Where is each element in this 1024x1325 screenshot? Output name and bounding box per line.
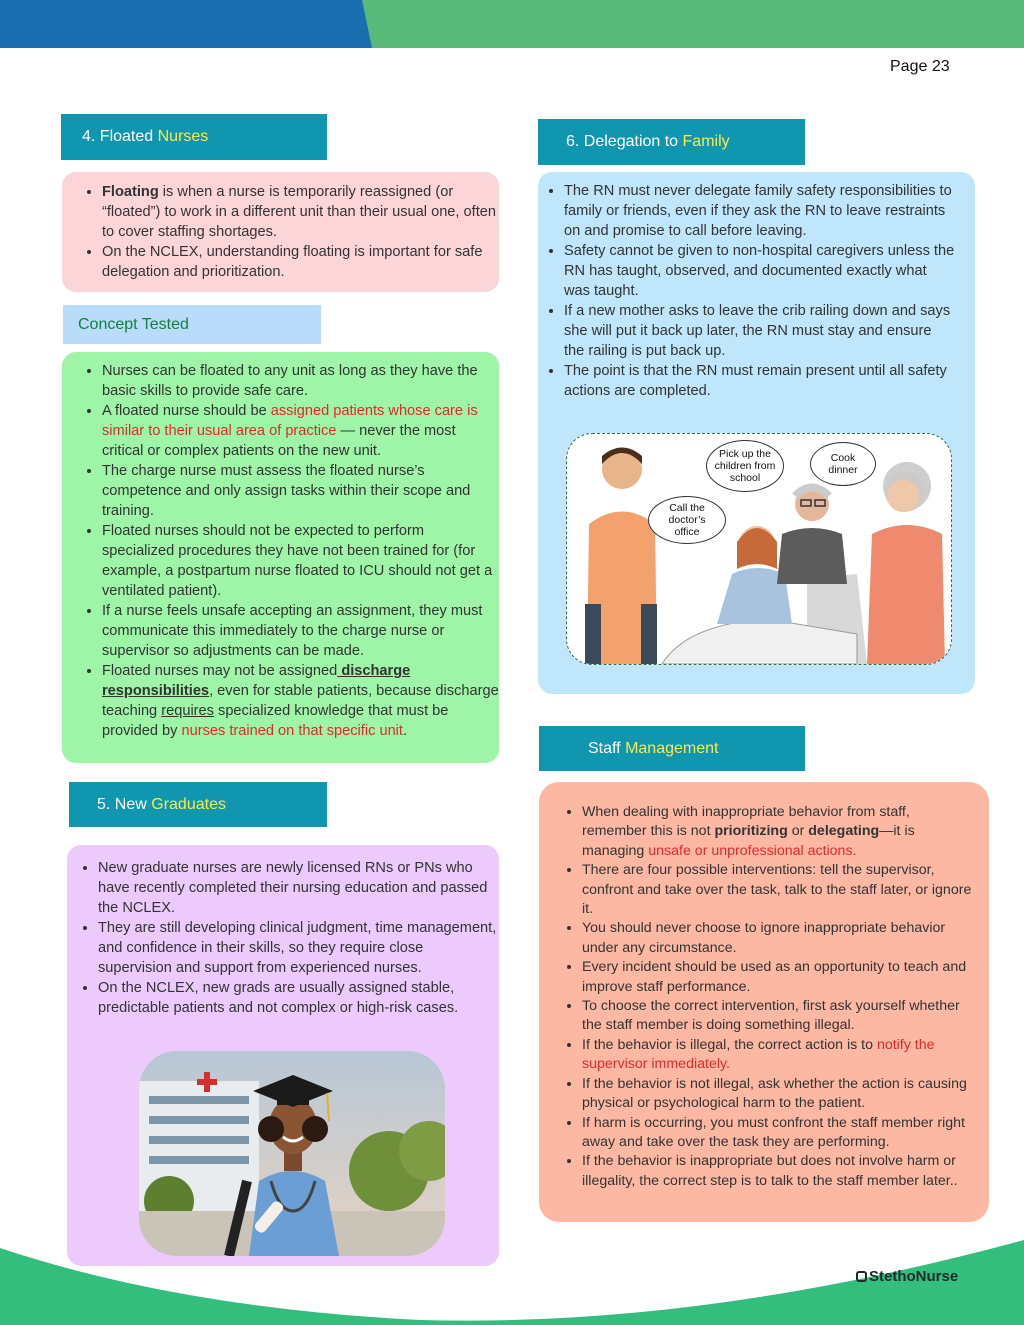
list-item: • When dealing with inappropriate behavior from staff, remember this is not prioritizing or delegating—it is managing unsafe or unprofessional actions.	[582, 803, 975, 861]
list-item: • If the behavior is not illegal, ask whether the action is causing physical or psychological harm to the patient.	[582, 1075, 975, 1114]
list-item: • If a nurse feels unsafe accepting an assignment, they must communicate this immediately to the charge nurse or supervisor so adjustments can be made.	[102, 601, 499, 661]
list-item: • Every incident should be used as an opportunity to teach and improve staff performance.	[582, 958, 975, 997]
speech-bubble: Cook dinner	[810, 442, 876, 486]
family-illustration	[566, 433, 952, 665]
list-item: • You should never choose to ignore inappropriate behavior under any circumstance.	[582, 919, 975, 958]
list-item: • On the NCLEX, understanding floating is important for safe delegation and prioritization.	[102, 242, 499, 282]
list-item: • They are still developing clinical judgment, time management, and confidence in their skills, so they require close supervision and support from experienced nurses.	[98, 918, 499, 978]
graduate-nurse-illustration	[139, 1051, 445, 1256]
speech-bubble: Pick up the children from school	[706, 440, 784, 492]
list-item: • The RN must never delegate family safety responsibilities to family or friends, even if they ask the RN to leave restraints on and promise to call before leaving.	[564, 181, 955, 241]
list-item: • A floated nurse should be assigned patients whose care is similar to their usual area of practice — never the most critical or complex patients on the new unit.	[102, 401, 499, 461]
list-item: • To choose the correct intervention, first ask yourself whether the staff member is doing something illegal.	[582, 997, 975, 1036]
list-item: • There are four possible interventions: tell the supervisor, confront and take over the task, talk to the staff later, or ignore it.	[582, 861, 975, 919]
stethoscope-icon	[856, 1271, 867, 1282]
list-item: • Floated nurses may not be assigned discharge responsibilities, even for stable patients, because discharge teaching requires specialized knowledge that must be provided by nurses trained on that specific unit.	[102, 661, 499, 741]
staff-management-heading: Staff Management	[539, 726, 805, 771]
floated-nurses-heading: 4. Floated Nurses	[61, 114, 327, 160]
list-item: • Floating is when a nurse is temporarily reassigned (or “floated”) to work in a different unit than their usual one, often to cover staffing shortages.	[102, 182, 499, 242]
list-item: • New graduate nurses are newly licensed RNs or PNs who have recently completed their nursing education and passed the NCLEX.	[98, 858, 499, 918]
top-banner	[0, 0, 1024, 50]
staff-management-box	[539, 782, 989, 1222]
list-item: • Floated nurses should not be expected to perform specialized procedures they have not been trained for (for example, a postpartum nurse floated to ICU should not get a ventilated patient).	[102, 521, 499, 601]
list-item: • If the behavior is illegal, the correct action is to notify the supervisor immediately.	[582, 1036, 975, 1075]
concept-tested-box	[62, 352, 499, 763]
list-item: • If the behavior is inappropriate but does not involve harm or illegality, the correct step is to talk to the staff member later..	[582, 1152, 975, 1191]
new-graduates-heading: 5. New Graduates	[69, 782, 327, 827]
concept-tested-heading: Concept Tested	[63, 305, 321, 344]
list-item: • The charge nurse must assess the floated nurse’s competence and only assign tasks within their scope and training.	[102, 461, 499, 521]
floated-nurses-box	[62, 172, 499, 292]
page-number: Page 23	[890, 58, 950, 75]
list-item: • Nurses can be floated to any unit as long as they have the basic skills to provide safe care.	[102, 361, 499, 401]
brand-logo: StethoNurse	[856, 1268, 958, 1285]
list-item: • The point is that the RN must remain present until all safety actions are completed.	[564, 361, 955, 401]
list-item: • Safety cannot be given to non-hospital caregivers unless the RN has taught, observed, and documented exactly what was taught.	[564, 241, 955, 301]
list-item: • If a new mother asks to leave the crib railing down and says she will put it back up later, the RN must stay and ensure the railing is put back up.	[564, 301, 955, 361]
speech-bubble: Call the doctor’s office	[648, 496, 726, 544]
delegation-family-heading: 6. Delegation to Family	[538, 119, 805, 165]
list-item: • If harm is occurring, you must confront the staff member right away and take over the task they are performing.	[582, 1114, 975, 1153]
list-item: • On the NCLEX, new grads are usually assigned stable, predictable patients and not complex or high-risk cases.	[98, 978, 499, 1018]
